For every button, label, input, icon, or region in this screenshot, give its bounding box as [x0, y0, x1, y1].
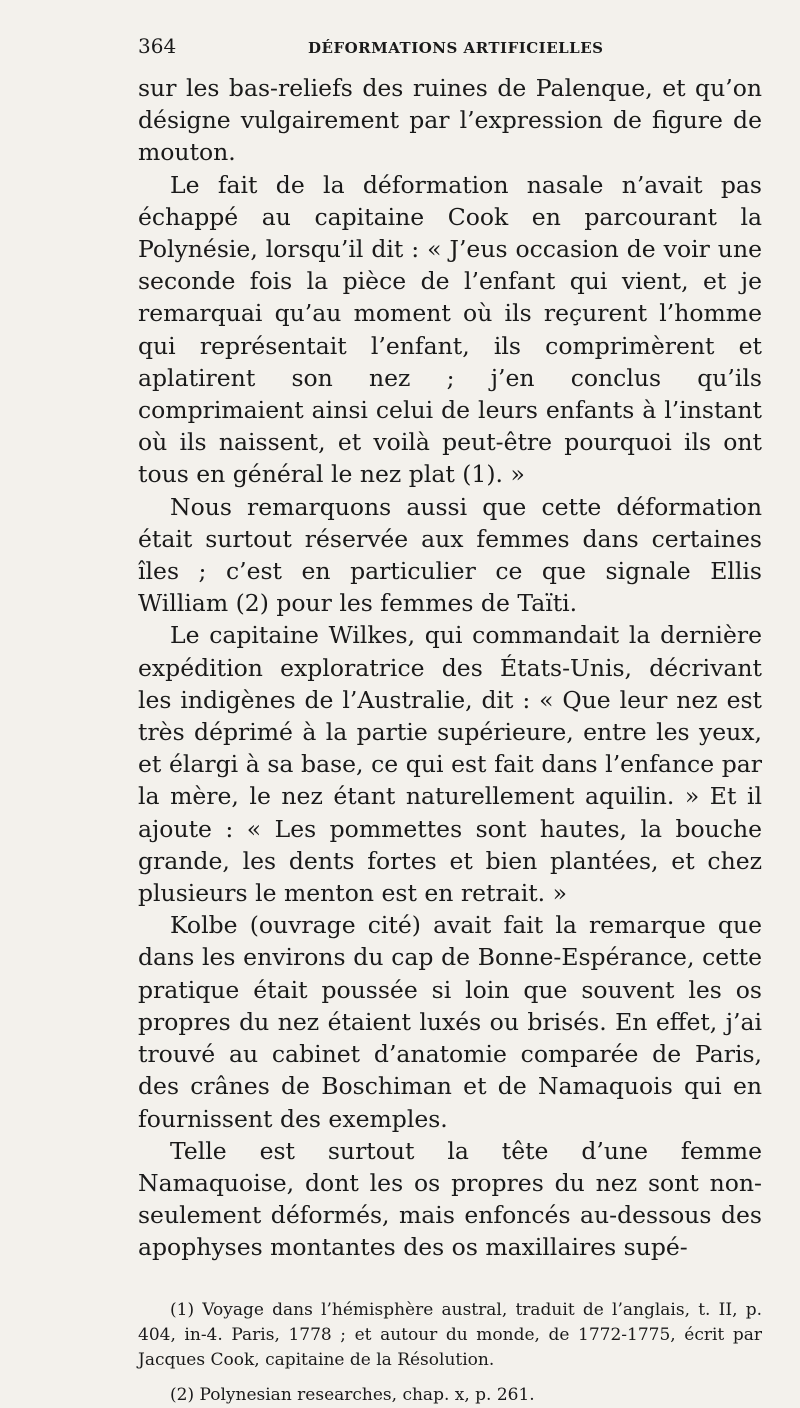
body-text	[138, 72, 762, 1264]
paragraph: Kolbe (ouvrage cité) avait fait la remarque que dans les environs du cap de Bonne-Espérance, cette pratique était poussée si loin que souvent les os propres du nez étaient luxés ou brisés. En effet, j’ai trouvé au cabinet d’anatomie comparée de Paris, des crânes de Boschiman et de Namaquois qui en fournissent des exemples.	[138, 911, 762, 1133]
paragraph: Le capitaine Wilkes, qui commandait la dernière expédition exploratrice des États-Unis, décrivant les indigènes de l’Australie, dit : « Que leur nez est très déprimé à la partie supérieure, entre les yeux, et élargi à sa base, ce qui est fait dans l’enfance par la mère, le nez étant naturellement aquilin. » Et il ajoute : « Les pommettes sont hautes, la bouche grande, les dents fortes et bien plantées, et chez plusieurs le menton est en retrait. »	[138, 621, 762, 908]
page-header	[138, 34, 762, 68]
paragraph: Telle est surtout la tête d’une femme Namaquoise, dont les os propres du nez sont non-seulement déformés, mais enfoncés au-dessous des apophyses montantes des os maxillaires supé-	[138, 1136, 762, 1262]
running-title: DÉFORMATIONS ARTIFICIELLES	[308, 39, 604, 57]
footnotes	[138, 1298, 762, 1408]
footnote: (1) Voyage dans l’hémisphère austral, traduit de l’anglais, t. II, p. 404, in-4. Paris, 1778 ; et autour du monde, de 1772-1775, écrit par Jacques Cook, capitaine de la Résolution.	[138, 1299, 762, 1370]
page-number: 364	[138, 34, 177, 58]
footnote: (2) Polynesian researches, chap. x, p. 261.	[170, 1384, 535, 1405]
paragraph: sur les bas-reliefs des ruines de Palenque, et qu’on désigne vulgairement par l’expression de figure de mouton.	[138, 74, 762, 167]
paragraph: Nous remarquons aussi que cette déformation était surtout réservée aux femmes dans certaines îles ; c’est en particulier ce que signale Ellis William (2) pour les femmes de Taïti.	[138, 492, 762, 618]
paragraph: Le fait de la déformation nasale n’avait pas échappé au capitaine Cook en parcourant la Polynésie, lorsqu’il dit : « J’eus occasion de voir une seconde fois la pièce de l’enfant qui vient, et je remarquai qu’au moment où ils reçurent l’homme qui représentait l’enfant, ils comprimèrent et aplatirent son nez ; j’en conclus qu’ils comprimaient ainsi celui de leurs enfants à l’instant où ils naissent, et voilà peut-être pourquoi ils ont tous en général le nez plat (1). »	[138, 170, 762, 489]
